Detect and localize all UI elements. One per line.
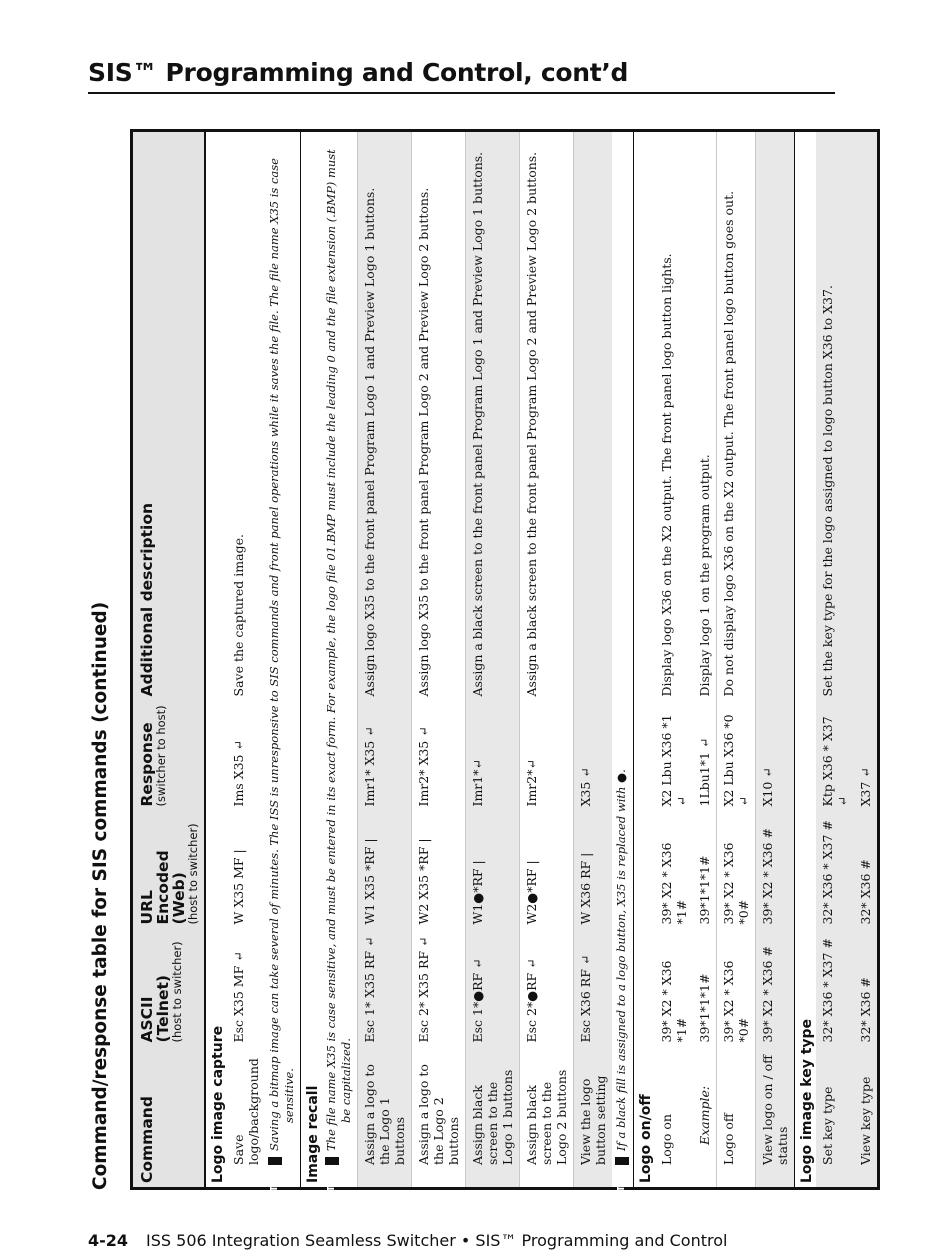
- cell-url: W2 X35 *RF |: [412, 811, 466, 929]
- section-row: [634, 131, 656, 1189]
- rotated-table-block: [90, 130, 873, 1209]
- col-ascii: ASCII (Telnet) (host to switcher): [132, 929, 206, 1047]
- cell-command: Save logo/background: [231, 1058, 261, 1165]
- cell-description: Assign a black screen to the front panel Program Logo 2 and Preview Logo 2 buttons.: [520, 131, 574, 701]
- note-row: [322, 131, 358, 1189]
- cell-command: Logo off: [717, 1047, 756, 1189]
- cell-ascii: Esc 2* X35 RF ↵: [412, 929, 466, 1047]
- cell-response: X37 ↵: [854, 701, 879, 811]
- cell-response: X35 ↵: [574, 701, 613, 811]
- cell-response: X10 ↵: [756, 701, 795, 811]
- cell-description: Display logo X36 on the X2 output. The front panel logo button lights.: [659, 253, 674, 697]
- cell-description: Assign logo X35 to the front panel Program Logo 1 and Preview Logo 1 buttons.: [358, 131, 412, 701]
- cell-url: W2●*RF |: [520, 811, 574, 929]
- cell-ascii: Esc X35 MF ↵: [231, 951, 246, 1043]
- note-text: Saving a bitmap image can take several of minutes. The ISS is unresponsive to SIS commands and front panel operations while it saves the file. The file name X35 is case sensitive.: [267, 158, 296, 1151]
- table-row: [756, 131, 795, 1189]
- cell-ascii: 32* X36 * X37 #: [816, 929, 854, 1047]
- col-url: URL Encoded (Web) (host to switcher): [132, 811, 206, 929]
- note-text: The file name X35 is case sensitive, and must be entered in its exact form. For example, the logo file 01.BMP must include the leading 0 and the file extension (.BMP) must be capitalized.: [324, 149, 353, 1151]
- section-row: [205, 131, 227, 1189]
- cell-url: 32* X36 #: [854, 811, 879, 929]
- note-badge: NOTE: [615, 1157, 629, 1165]
- command-response-table: [130, 129, 880, 1209]
- table-title: Command/response table for SIS commands (continued): [90, 601, 111, 1190]
- cell-url: W X35 MF |: [231, 849, 246, 925]
- cell-ascii: Esc X36 RF ↵: [574, 929, 613, 1047]
- cell-command: Example:: [697, 1085, 712, 1145]
- table-row: [358, 131, 412, 1189]
- cell-command: Set key type: [816, 1047, 854, 1189]
- cell-command: Assign black screen to the Logo 2 buttons: [520, 1047, 574, 1189]
- cell-response: Imr1* X35 ↵: [358, 701, 412, 811]
- cell-command: View key type: [854, 1047, 879, 1189]
- cell-description: Save the captured image.: [231, 534, 246, 697]
- cell-response: Ims X35 ↵: [231, 740, 246, 807]
- cell-command: Assign a logo to the Logo 1 buttons: [358, 1047, 412, 1189]
- table-row: [854, 131, 879, 1189]
- table-row: [655, 131, 693, 1189]
- cell-response: 1Lbu1*1 ↵: [697, 737, 712, 807]
- note-badge: NOTE: [325, 1157, 339, 1165]
- table-row: [717, 131, 756, 1189]
- cell-ascii: Esc 1*●RF ↵: [466, 929, 520, 1047]
- cell-response: Imr1*↵: [466, 701, 520, 811]
- cell-description: Do not display logo X36 on the X2 output. The front panel logo button goes out.: [717, 131, 756, 701]
- section-label: Logo image capture: [210, 1025, 226, 1183]
- cell-ascii: 39* X2 * X36 #: [756, 929, 795, 1047]
- cell-description: [756, 131, 795, 701]
- section-row: [795, 131, 817, 1189]
- section-label: Logo on/off: [634, 131, 656, 1189]
- cell-ascii: 39* X2 * X36 *1#: [659, 960, 689, 1043]
- cell-url: W1 X35 *RF |: [358, 811, 412, 929]
- note-text: If a black fill is assigned to a logo button, X35 is replaced with ●.: [614, 769, 628, 1151]
- section-row: [301, 131, 323, 1189]
- cell-response: X2 Lbu X36 *1 ↵: [659, 714, 689, 807]
- page-title: SIS™ Programming and Control, cont’d: [88, 58, 629, 87]
- page-footer: [88, 1231, 727, 1250]
- cell-url: 39* X2 * X36 *0#: [717, 811, 756, 929]
- table-row: [227, 131, 265, 1189]
- table-row: [574, 131, 613, 1189]
- cell-command: Assign a logo to the Logo 2 buttons: [412, 1047, 466, 1189]
- cell-description: [574, 131, 613, 701]
- cell-description: [854, 131, 879, 701]
- section-label: Image recall: [301, 131, 323, 1189]
- col-response: Response (switcher to host): [132, 701, 206, 811]
- cell-ascii: 39*1*1*1#: [697, 973, 712, 1043]
- cell-response: Imr2* X35 ↵: [412, 701, 466, 811]
- cell-response: Ktp X36 * X37 ↵: [816, 701, 854, 811]
- cell-response: X2 Lbu X36 *0 ↵: [717, 701, 756, 811]
- cell-ascii: Esc 1* X35 RF ↵: [358, 929, 412, 1047]
- cell-description: Assign logo X35 to the front panel Program Logo 2 and Preview Logo 2 buttons.: [412, 131, 466, 701]
- table-row: [520, 131, 574, 1189]
- col-description: Additional description: [132, 131, 206, 701]
- page-number: 4-24: [88, 1231, 129, 1250]
- cell-command: View logo on / off status: [756, 1047, 795, 1189]
- cell-url: W X36 RF |: [574, 811, 613, 929]
- cell-url: 39* X2 * X36 #: [756, 811, 795, 929]
- cell-description: Set the key type for the logo assigned to logo button X36 to X37.: [816, 131, 854, 701]
- cell-url: 39* X2 * X36 *1#: [659, 842, 689, 925]
- col-command: Command: [132, 1047, 206, 1189]
- table-row: [466, 131, 520, 1189]
- table-row: [693, 131, 717, 1189]
- table-row: [816, 131, 854, 1189]
- cell-url: W1●*RF |: [466, 811, 520, 929]
- cell-description: Display logo 1 on the program output.: [697, 454, 712, 697]
- table-row: [412, 131, 466, 1189]
- cell-command: Logo on: [659, 1114, 674, 1165]
- title-rule: [88, 92, 835, 94]
- cell-ascii: Esc 2*●RF ↵: [520, 929, 574, 1047]
- cell-description: Assign a black screen to the front panel Program Logo 1 and Preview Logo 1 buttons.: [466, 131, 520, 701]
- table-header-row: [132, 131, 206, 1189]
- footer-text: ISS 506 Integration Seamless Switcher • SIS™ Programming and Control: [146, 1231, 728, 1250]
- cell-response: Imr2*↵: [520, 701, 574, 811]
- cell-command: View the logo button setting: [574, 1047, 613, 1189]
- cell-command: Assign black screen to the Logo 1 buttons: [466, 1047, 520, 1189]
- cell-url: 32* X36 * X37 #: [816, 811, 854, 929]
- section-label: Logo image key type: [795, 131, 817, 1189]
- cell-ascii: 32* X36 #: [854, 929, 879, 1047]
- note-row: [265, 131, 301, 1189]
- cell-url: 39*1*1*1#: [697, 855, 712, 925]
- note-badge: NOTE: [268, 1157, 282, 1165]
- cell-ascii: 39* X2 * X36 *0#: [717, 929, 756, 1047]
- note-row: [612, 131, 634, 1189]
